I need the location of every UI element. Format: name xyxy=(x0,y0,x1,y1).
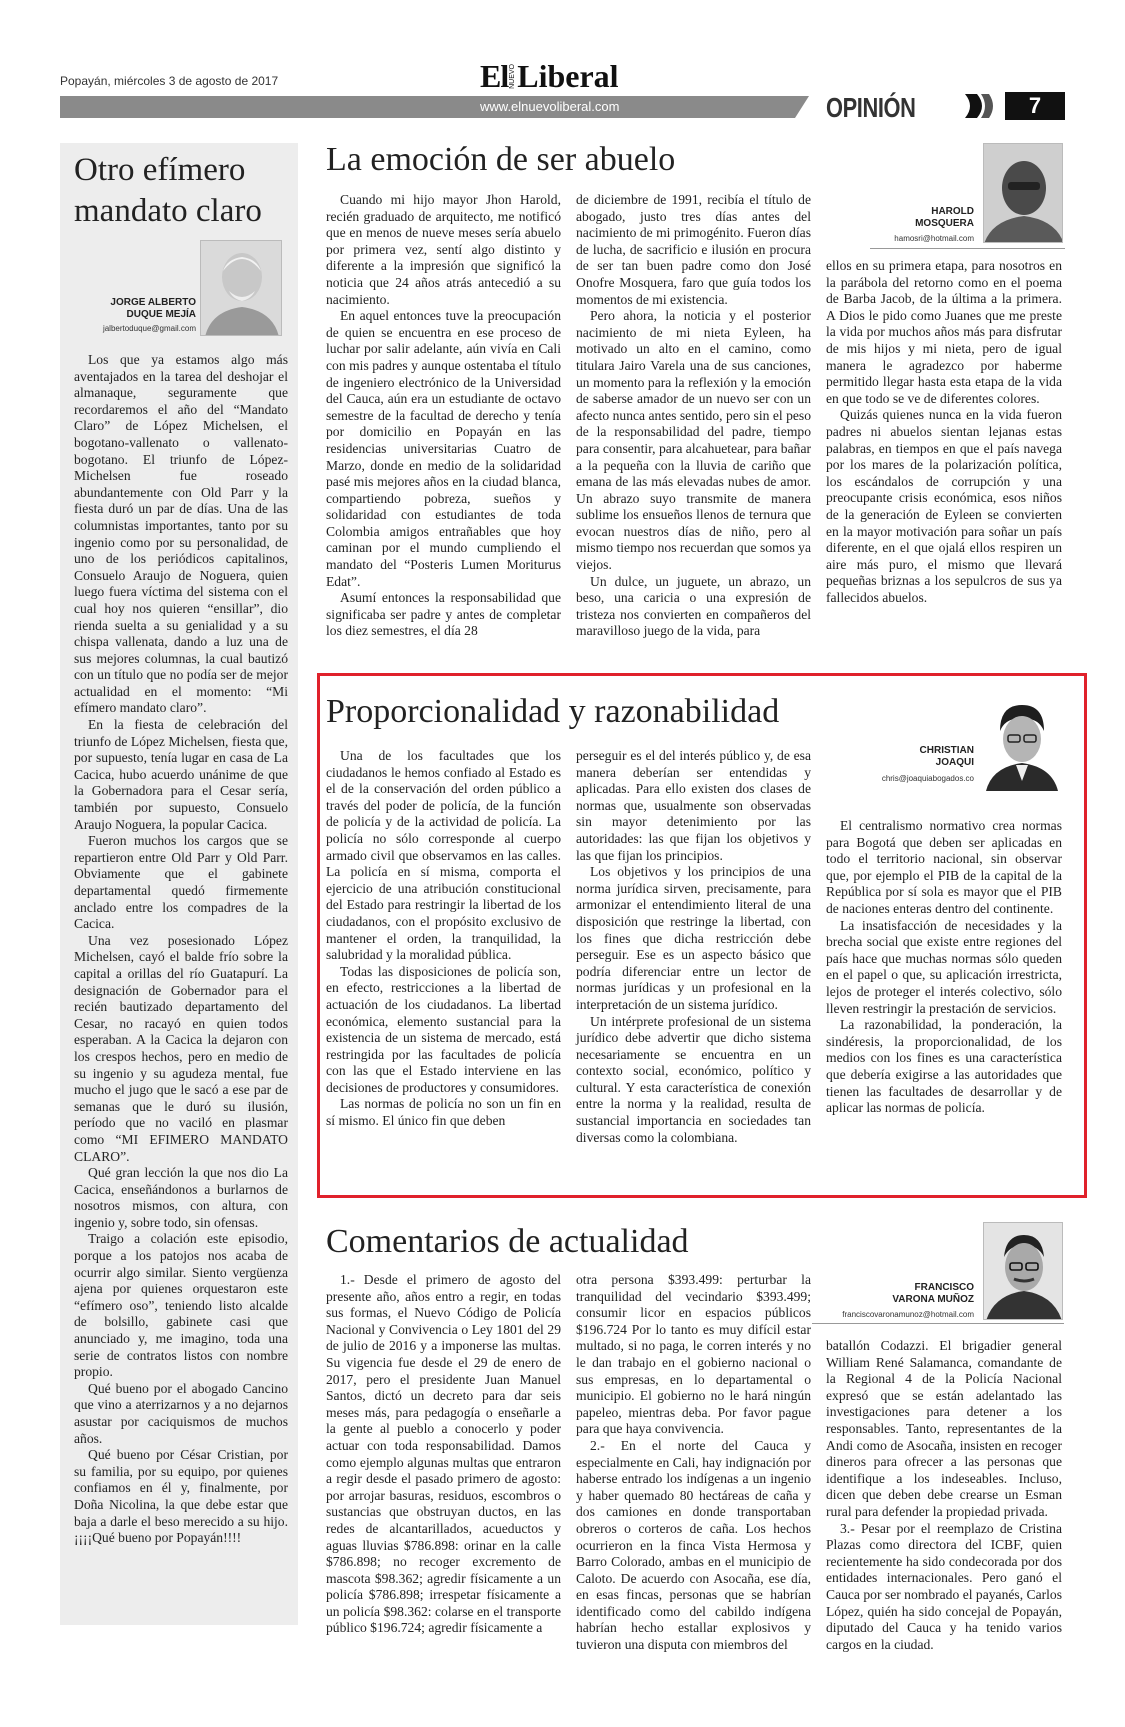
article-column-2: de diciembre de 1991, recibía el título de abogado, justo tres días antes del nacimiento de mi primogénito. Fueron días de lucha, de sacrificio e ilusión en procura de ser tan buen padre como don José Onofre Mosquera, faro que guía todos los momentos de mi existencia. Pero ahora, la noticia y el posterior nacimiento de mi nieta Eyleen, ha motivado un alto en el camino, como titulara Jairo Varela una de sus canciones, un momento para la reflexión y la emoción de saberse amador de un nuevo ser con un afecto nunca antes sentido, pero sin el peso de la responsabilidad del padre, tiempo para consentir, para alcahuetear, para bañar a la pequeña con la lluvia de cariño que emana de las más elevadas nubes de amor. Un abrazo suyo transmite de manera sublime los ensueños llenos de ternura que evocan nuestros días de niño, pero al mismo tiempo nos recuerdan que somos ya viejos. Un dulce, un juguete, un abrazo, un beso, una caricia o una expresión de tristeza nos convierten en compañeros del maravilloso juego de la vida, para xyxy=(576,192,811,639)
column-body: Los que ya estamos algo más aventajados en la tarea del deshojar el almanaque, seguramente que recordaremos el año del “Mandato Claro” de López Michelsen, el bogotano-vallenato o vallenato-bogotano. El triunfo de López-Michelsen fue roseado abundantemente con Old Parr y la fiesta duró un par de días. Una de las columnistas importantes, tanto por su ingenio como por su personalidad, de uno de los periódicos capitalinos, Consuelo Araujo de Noguera, quien luego fuera víctima del sistema con el cual hoy nos quieren “ensillar”, dio rienda suelta a su genialidad y a su chispa vallenata, dando a luz una de sus mejores columnas, la cual bautizó con un título que no podía ser de mejor actualidad en el momento: “Mi efímero mandato claro”. En la fiesta de celebración del triunfo de López Michelsen, fiesta que, por supuesto, tenía lugar en casa de La Cacica, hubo acuerdo unánime de que la Gobernadora para el Cesar sería, también por supuesto, Consuelo Araujo Noguera, la popular Cacica. Fueron muchos los cargos que se repartieron entre Old Parr y Old Parr. Obviamente que el gabinete departamental quedó firmemente anclado entre los compadres de la Cacica. Una vez posesionado López Michelsen, cayó el balde frío sobre la capital a orillas del río Guatapurí. La designación de Gobernador para el recién bautizado departamento del Cesar, no racayó en quien todos esperaban. A la Cacica la dejaron con los crespos hechos, pero en medio de su ingenio y su agudeza mental, fue mucho el jugo que le sacó a ese par de semanas que le duró su ilusión, período que no vaciló en plasmar como “MI EFIMERO MANDATO CLARO”. Qué gran lección la que nos dio La Cacica, enseñándonos a burlarnos de nosotros mismos, con altura, con ingenio y, sobre todo, sin ofensas. Traigo a colación este episodio, porque a los patojos nos acaba de ocurrir algo similar. Siento vergüenza ajena por quienes orquestaron este “efímero oso”, teniendo listo alcalde de bolsillo, gabinete casi que anunciado y, me imagino, toda una serie de contratos listos con nombre propio. Qué bueno por el abogado Cancino que vino a aterrizarnos y a no dejarnos asustar por caciquismos de muchos años. Qué bueno por César Cristian, por su familia, por su equipo, por quienes confiamos en él y, finalmente, por Doña Nicolina, la que debe estar que baja a darle el beso merecido a su hijo. ¡¡¡¡Qué bueno por Popayán!!!! xyxy=(74,352,288,1546)
logo-el: El xyxy=(480,58,509,94)
author-name: FRANCISCO VARONA MUÑOZ xyxy=(892,1282,974,1305)
dateline: Popayán, miércoles 3 de agosto de 2017 xyxy=(60,74,279,88)
column-title: Otro efímero mandato claro xyxy=(74,152,262,229)
header-bar xyxy=(60,96,795,118)
article-title: La emoción de ser abuelo xyxy=(326,141,676,178)
logo-nuevo: NUEVO xyxy=(509,64,517,89)
article-title: Proporcionalidad y razonabilidad xyxy=(326,693,780,730)
author-email[interactable]: hamosri@hotmail.com xyxy=(894,234,974,243)
header-bar-tail xyxy=(795,96,809,118)
article-column-2: perseguir es el del interés público y, de esa manera deberían ser entendidas y aplicadas. Para ello existen dos clases de normas que, usualmente son observadas sin mayor detenimiento por las autoridades: las que fijan los objetivos y las que fijan los principios. Los objetivos y los principios de una norma jurídica sirven, precisamente, para armonizar el entendimiento literal de una disposición que restringe la libertad, con los fines que dicha restricción debe perseguir. Ese es un aspecto básico que podría diferenciar entre un lector de normas jurídicas y un profesional en la interpretación de un sistema jurídico. Un intérprete profesional de un sistema jurídico debe advertir que dicho sistema necesariamente se encuentra en un contexto social, económico, político y cultural. Y esta característica de conexión entre la norma y la realidad, resulta de sustancial importancia en sociedades tan diversas como la colombiana. xyxy=(576,748,811,1145)
page-number: 7 xyxy=(1005,92,1065,120)
article-column-1: Cuando mi hijo mayor Jhon Harold, recién graduado de arquitecto, me notificó que en menos de nueve meses sería abuelo por primera vez, sentí algo distinto y diferente a la impresión que significó la noticia que 24 años atrás antecedió a su nacimiento. En aquel entonces tuve la preocupación de quien se encuentra en ese proceso de luchar por salir adelante, aún vivía en Cali con mis padres y aunque ostentaba el título de ingeniero electrónico de la Universidad del Cauca, aún era un estudiante de octavo semestre de la facultad de derecho y tenía por domicilio en Popayán en las residencias universitarias Cuatro de Marzo, donde en medio de la solidaridad pasé mis mejores años en la ciudad blanca, compartiendo pobreza, sueños y solidaridad con estudiantes de toda Colombia amigos entrañables que hoy caminan por el mundo cumpliendo el mandato del “Posteris Lumen Moriturus Edat”. Asumí entonces la responsabilidad que significaba ser padre y antes de completar los diez semestres, el día 28 xyxy=(326,192,561,639)
section-arrow-icon xyxy=(963,92,1003,120)
article-column-3: ellos en su primera etapa, para nosotros en la parábola del retorno como en el poema de Barba Jacob, de la última a la primera. A Dios le pido como Juanes que me preste la vida por muchos años más para disfrutar de mis hijos y mi nieta, pero de igual manera le agradezco por haberme permitido llegar hasta esta etapa de la vida en que todo se ve de diferentes colores. Quizás quienes nunca en la vida fueron padres ni abuelos sientan lejanas estas palabras, en tiempos en que el país navega por los mares de la polarización política, los escándalos de corrupción y una preocupante crisis económica, esos niños de la generación de Eyleen se convierten en la mayor motivación para soñar un país diferente, en el que ojalá ellos respiren un aire más puro, el mismo que llevará pequeñas briznas a los sepulcros de sus ya fallecidos abuelos. xyxy=(826,258,1062,605)
author-photo xyxy=(983,1222,1063,1320)
article-column-2: otra persona $393.499: perturbar la tranquilidad del vecindario $393.499; consumir licor en espacios públicos $196.724 Por lo tanto es muy difícil estar multado, si no paga, le corren interés y no le dan trabajo en el gobierno nacional o sus empresas, en lo departamental o municipio. El gobierno no le hará ningún papeleo, mientras deba. Por favor pague para que haya convivencia. 2.- En el norte del Cauca y especialmente en Cali, hay indignación por haberse entrado los indígenas a un ingenio y haber quemado 80 hectáreas de caña y dos camiones en donde transportaban obreros o corteros de caña. Los hechos ocurrieron en la finca Vista Hermosa y Barro Colorado, ambas en el municipio de Caloto. De acuerdo con Asocaña, ese día, en esas fincas, personas que se habrían identificado como del cabildo indígena habrían hecho estallar explosivos y tuvieron una disputa con miembros del xyxy=(576,1272,811,1653)
website-url[interactable]: www.elnuevoliberal.com xyxy=(480,99,620,114)
article-title: Comentarios de actualidad xyxy=(326,1223,689,1260)
author-email[interactable]: jalbertoduque@gmail.com xyxy=(102,324,196,333)
author-photo xyxy=(983,143,1063,243)
author-photo xyxy=(200,240,282,336)
divider xyxy=(870,248,1065,249)
author-email[interactable]: chris@joaquiabogados.co xyxy=(881,774,974,783)
author-photo xyxy=(982,697,1062,791)
article-column-3: batallón Codazzi. El brigadier general William René Salamanca, comandante de la Regional 4 de la Policía Nacional expresó que se están adelantado las investigaciones para detener a los responsables. Tanto, representantes de la Andi como de Asocaña, insisten en recoger dineros para ofrecer a las personas que identifique a los indeseables. Incluso, dicen que deben debe crearse un Esman rural para defender la propiedad privada. 3.- Pesar por el reemplazo de Cristina Plazas como directora del ICBF, quien recientemente ha sido condecorada por dos entidades internacionales. Pero ganó el Cauca por ser nombrado el payanés, Carlos López, quién ha sido concejal de Popayán, diputado del Cauca y ha tenido varios cargos en la ciudad. xyxy=(826,1338,1062,1652)
author-name: JORGE ALBERTO DUQUE MEJÍA xyxy=(110,297,196,320)
logo-liberal: Liberal xyxy=(517,58,619,94)
article-column-1: Una de los facultades que los ciudadanos le hemos confiado al Estado es el de la conservación del orden público a través del poder de policía, de la función de policía y de la actividad de policía. La policía no sólo corresponde al cuerpo armado civil que observamos en las calles. La policía en sí misma, comporta el ejercicio de una atribución constitucional del Estado para restringir la libertad de los ciudadanos, con el propósito exclusivo de mantener el orden, la tranquilidad, la salubridad y la moralidad pública. Todas las disposiciones de policía son, en efecto, restricciones a la libertad de actuación de los ciudadanos. La libertad económica, elemento sustancial para la existencia de un sistema de mercado, está restringida por las facultades de policía con las que el Estado interviene en las decisiones de productores y consumidores. Las normas de policía no son un fin en sí mismo. El único fin que deben xyxy=(326,748,561,1129)
author-name: CHRISTIAN JOAQUI xyxy=(919,745,974,768)
section-title: OPINIÓN xyxy=(826,92,916,123)
article-column-1: 1.- Desde el primero de agosto del presente año, años entro a regir, en todas sus formas, el Nuevo Código de Policía Nacional y Convivencia o Ley 1801 del 29 de julio de 2016 y a imponerse las multas. Su vigencia fue desde el 29 de enero de 2017, pero el presidente Juan Manuel Santos, dictó un decreto para dar seis meses más, para pedagogía o enseñarle a la gente al pueblo a conocerlo y poder actuar con toda responsabilidad. Damos como ejemplo algunas multas que entraron a regir desde el pasado primero de agosto: por arrojar basuras, residuos, escombros o sustancias que obstruyan ductos, en las redes de alcantarillados, acueductos y aguas lluvias $786.898: orinar en la calle $786.898; no recoger excremento de mascota $98.362; agredir físicamente a un policía $786.898; irrespetar físicamente a un policía $98.362: colarse en el transporte público $196.724; agredir físicamente a xyxy=(326,1272,561,1636)
article-column-3: El centralismo normativo crea normas para Bogotá que deben ser aplicadas en todo el territorio nacional, sin observar que, por ejemplo el PIB de la capital de la República por sí sola es mayor que el PIB de naciones enteras dentro del continente. La insatisfacción de necesidades y la brecha social que existe entre regiones del país hace que muchas normas sólo queden en el papel o que, su aplicación irrestricta, lejos de proteger el interés colectivo, sólo lleven restringir la prestación de servicios. La razonabilidad, la ponderación, la sindéresis, la proporcionalidad, de los medios con los fines es una característica que debería exigirse a las autoridades que tienen las facultades de desarrollar y de aplicar las normas de policía. xyxy=(826,818,1062,1116)
newspaper-logo[interactable] xyxy=(480,58,619,95)
divider xyxy=(812,1323,1064,1324)
author-email[interactable]: franciscovaronamunoz@hotmail.com xyxy=(842,1310,974,1319)
author-name: HAROLD MOSQUERA xyxy=(915,206,974,229)
